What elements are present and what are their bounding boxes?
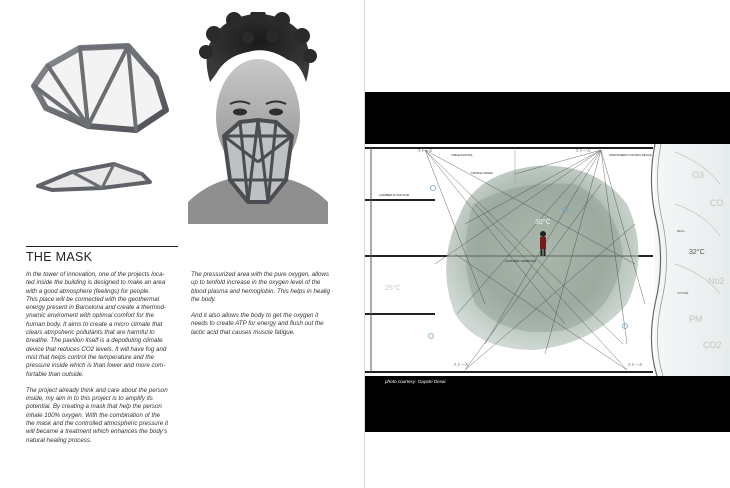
temp-right: 32°C: [689, 249, 705, 256]
label-outside: OUTSIDE: [677, 292, 689, 295]
paragraph: In the tower of innovation, one of the projects loca- ted inside the building is designed to make an area with a good atmosphere (feelings) for people. This place will be connected with the geothermal energy present in Barcelona and create a thermod- ynamic enviroment with optimal comfort for the human body. It aims to create a micro climate that clears atmpsheric pollutants that are harmful to breathe. The pavilion itself is a depolluting climate device that reduces CO2 levels. It will have fog and mist that helps control the temperature and the pressure inside which is than lower and more com- fortable than outside.: [26, 271, 167, 378]
mask-render-side: [32, 160, 154, 194]
temp-left: 25°C: [385, 285, 401, 292]
pollutant-pm: PM: [689, 314, 703, 324]
person-wearing-mask-photo: [188, 12, 328, 224]
label-tensile: TENSILE CABLES: [471, 172, 493, 175]
pollutant-co: CO: [710, 198, 724, 208]
label-bottom-left: ストール: [453, 362, 469, 367]
section-drawing: [365, 144, 730, 376]
label-platform: PLATFORM / EXHIBITION: [505, 260, 536, 263]
bottom-black-band: [365, 376, 730, 432]
text-column-2: [191, 271, 351, 345]
paragraph: The pressurized area with the pure oxygen, allows up to tenfold increase in the oxygen level of the blood plasma and hemoglobin. This helps in healig the body.: [191, 271, 330, 303]
label-floor: CHAMBER FLOOR SLAB: [379, 194, 409, 197]
label-mesh: MESH: [677, 230, 685, 233]
temp-center: 30°C: [535, 219, 551, 226]
label-device: ATMOSPHERIC CONTROL DEVICE: [609, 154, 652, 157]
left-page: [0, 0, 364, 488]
paragraph: And it also allows the body to get the oxygen it needs to create ATP for energy and flush out the lactic acid that causes muscle fatigue.: [191, 312, 324, 336]
top-black-band: [365, 92, 730, 144]
label-top-right: ストール: [575, 148, 591, 153]
photo-credit: photo courtesy: Gayatri Desai: [385, 379, 446, 384]
label-cable: CABLE/CONTROL: [451, 154, 473, 157]
article-title: THE MASK: [26, 250, 93, 264]
pollutant-co2: CO2: [703, 340, 722, 350]
text-column-1: [26, 271, 184, 453]
pollutant-no2: No2: [708, 276, 725, 286]
label-bottom-right: ストール: [627, 362, 643, 367]
right-page: [365, 0, 730, 488]
pollutant-o3: O3: [692, 170, 705, 180]
paragraph: The project already think and care about the person inside, my aim in to this project is to amplify its potential. By creating a mask that help the person inhale 100% oxygen. With the combination of the the mask and the controlled atmospheric pressure it will became a treatment which enhances the body's natural healing process.: [26, 386, 169, 444]
title-rule: [26, 246, 178, 247]
label-top-left: ストール: [417, 148, 433, 153]
mask-render-angled: [28, 38, 173, 138]
